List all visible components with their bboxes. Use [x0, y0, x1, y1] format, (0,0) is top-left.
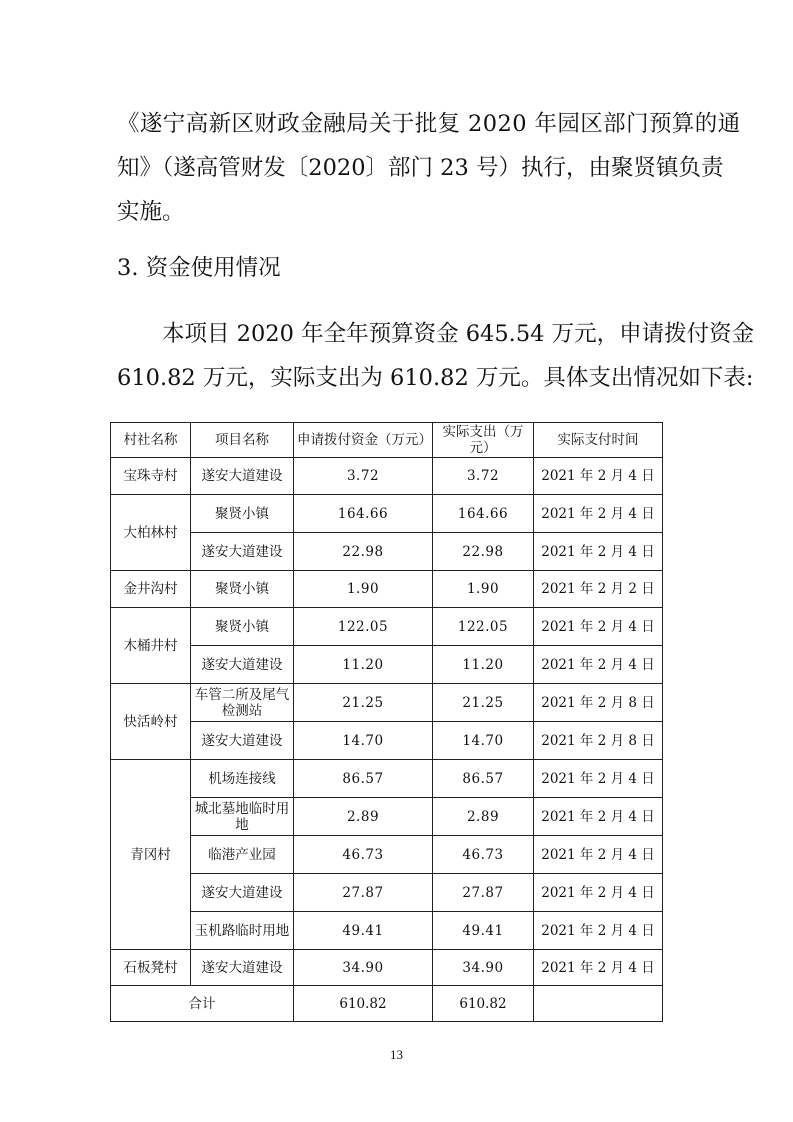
project-cell: 城北墓地临时用地 — [191, 798, 294, 836]
apply-cell: 86.57 — [294, 760, 433, 798]
village-cell: 快活岭村 — [111, 684, 191, 760]
apply-cell: 1.90 — [294, 571, 433, 608]
table-row — [111, 533, 663, 571]
table-row — [111, 458, 663, 495]
actual-cell: 164.66 — [433, 495, 534, 533]
village-cell: 金井沟村 — [111, 571, 191, 608]
date-cell: 2021 年 2 月 8 日 — [534, 722, 663, 760]
apply-cell: 3.72 — [294, 458, 433, 495]
table-row — [111, 874, 663, 912]
actual-cell: 21.25 — [433, 684, 534, 722]
village-cell: 大柏林村 — [111, 495, 191, 571]
total-apply: 610.82 — [294, 986, 433, 1022]
apply-cell: 2.89 — [294, 798, 433, 836]
table-row — [111, 836, 663, 874]
header-actual: 实际支出（万元） — [433, 423, 534, 458]
table-header-row — [111, 423, 663, 458]
date-cell: 2021 年 2 月 4 日 — [534, 874, 663, 912]
table-row — [111, 495, 663, 533]
actual-cell: 3.72 — [433, 458, 534, 495]
table-row — [111, 798, 663, 836]
actual-cell: 49.41 — [433, 912, 534, 950]
date-cell: 2021 年 2 月 4 日 — [534, 533, 663, 571]
page-number: 13 — [390, 1047, 403, 1062]
date-cell: 2021 年 2 月 4 日 — [534, 912, 663, 950]
project-cell: 临港产业园 — [191, 836, 294, 874]
date-cell: 2021 年 2 月 2 日 — [534, 571, 663, 608]
actual-cell: 22.98 — [433, 533, 534, 571]
table-row — [111, 684, 663, 722]
apply-cell: 21.25 — [294, 684, 433, 722]
funding-line-1: 本项目 2020 年全年预算资金 645.54 万元，申请拨付资金 — [162, 321, 755, 347]
apply-cell: 122.05 — [294, 608, 433, 646]
total-label: 合计 — [111, 986, 294, 1022]
apply-cell: 14.70 — [294, 722, 433, 760]
table-row — [111, 608, 663, 646]
header-village: 村社名称 — [111, 423, 191, 458]
village-cell: 青冈村 — [111, 760, 191, 950]
actual-cell: 1.90 — [433, 571, 534, 608]
project-cell: 聚贤小镇 — [191, 571, 294, 608]
actual-cell: 2.89 — [433, 798, 534, 836]
table-row — [111, 646, 663, 684]
project-cell: 遂安大道建设 — [191, 646, 294, 684]
apply-cell: 27.87 — [294, 874, 433, 912]
funding-line-2: 610.82 万元，实际支出为 610.82 万元。具体支出情况如下表: — [117, 365, 754, 391]
date-cell: 2021 年 2 月 4 日 — [534, 950, 663, 986]
date-cell: 2021 年 2 月 4 日 — [534, 646, 663, 684]
section-heading: 3. 资金使用情况 — [117, 255, 281, 281]
date-cell: 2021 年 2 月 4 日 — [534, 608, 663, 646]
total-date — [534, 986, 663, 1022]
intro-line-3: 实施。 — [117, 199, 185, 225]
apply-cell: 164.66 — [294, 495, 433, 533]
table-row — [111, 722, 663, 760]
table-total-row — [111, 986, 663, 1022]
actual-cell: 46.73 — [433, 836, 534, 874]
apply-cell: 49.41 — [294, 912, 433, 950]
apply-cell: 46.73 — [294, 836, 433, 874]
date-cell: 2021 年 2 月 4 日 — [534, 836, 663, 874]
actual-cell: 86.57 — [433, 760, 534, 798]
table-row — [111, 912, 663, 950]
intro-paragraph — [117, 102, 741, 234]
table-row — [111, 950, 663, 986]
table-row — [111, 760, 663, 798]
date-cell: 2021 年 2 月 4 日 — [534, 798, 663, 836]
date-cell: 2021 年 2 月 4 日 — [534, 458, 663, 495]
date-cell: 2021 年 2 月 4 日 — [534, 495, 663, 533]
header-apply: 申请拨付资金（万元） — [294, 423, 433, 458]
project-cell: 机场连接线 — [191, 760, 294, 798]
total-actual: 610.82 — [433, 986, 534, 1022]
actual-cell: 27.87 — [433, 874, 534, 912]
project-cell: 遂安大道建设 — [191, 533, 294, 571]
village-cell: 宝珠寺村 — [111, 458, 191, 495]
project-cell: 遂安大道建设 — [191, 950, 294, 986]
table-row — [111, 571, 663, 608]
village-cell: 石板凳村 — [111, 950, 191, 986]
project-cell: 聚贤小镇 — [191, 495, 294, 533]
intro-line-1: 《遂宁高新区财政金融局关于批复 2020 年园区部门预算的通 — [117, 111, 741, 137]
project-cell: 遂安大道建设 — [191, 874, 294, 912]
project-cell: 车管二所及尾气检测站 — [191, 684, 294, 722]
apply-cell: 34.90 — [294, 950, 433, 986]
apply-cell: 22.98 — [294, 533, 433, 571]
apply-cell: 11.20 — [294, 646, 433, 684]
actual-cell: 122.05 — [433, 608, 534, 646]
date-cell: 2021 年 2 月 8 日 — [534, 684, 663, 722]
header-date: 实际支付时间 — [534, 423, 663, 458]
funding-paragraph — [117, 312, 755, 400]
expenditure-table — [110, 422, 663, 1022]
actual-cell: 14.70 — [433, 722, 534, 760]
project-cell: 遂安大道建设 — [191, 722, 294, 760]
project-cell: 聚贤小镇 — [191, 608, 294, 646]
date-cell: 2021 年 2 月 4 日 — [534, 760, 663, 798]
actual-cell: 11.20 — [433, 646, 534, 684]
actual-cell: 34.90 — [433, 950, 534, 986]
project-cell: 玉机路临时用地 — [191, 912, 294, 950]
village-cell: 木桶井村 — [111, 608, 191, 684]
intro-line-2: 知》（遂高管财发〔2020〕部门 23 号）执行，由聚贤镇负责 — [117, 155, 724, 181]
header-project: 项目名称 — [191, 423, 294, 458]
project-cell: 遂安大道建设 — [191, 458, 294, 495]
